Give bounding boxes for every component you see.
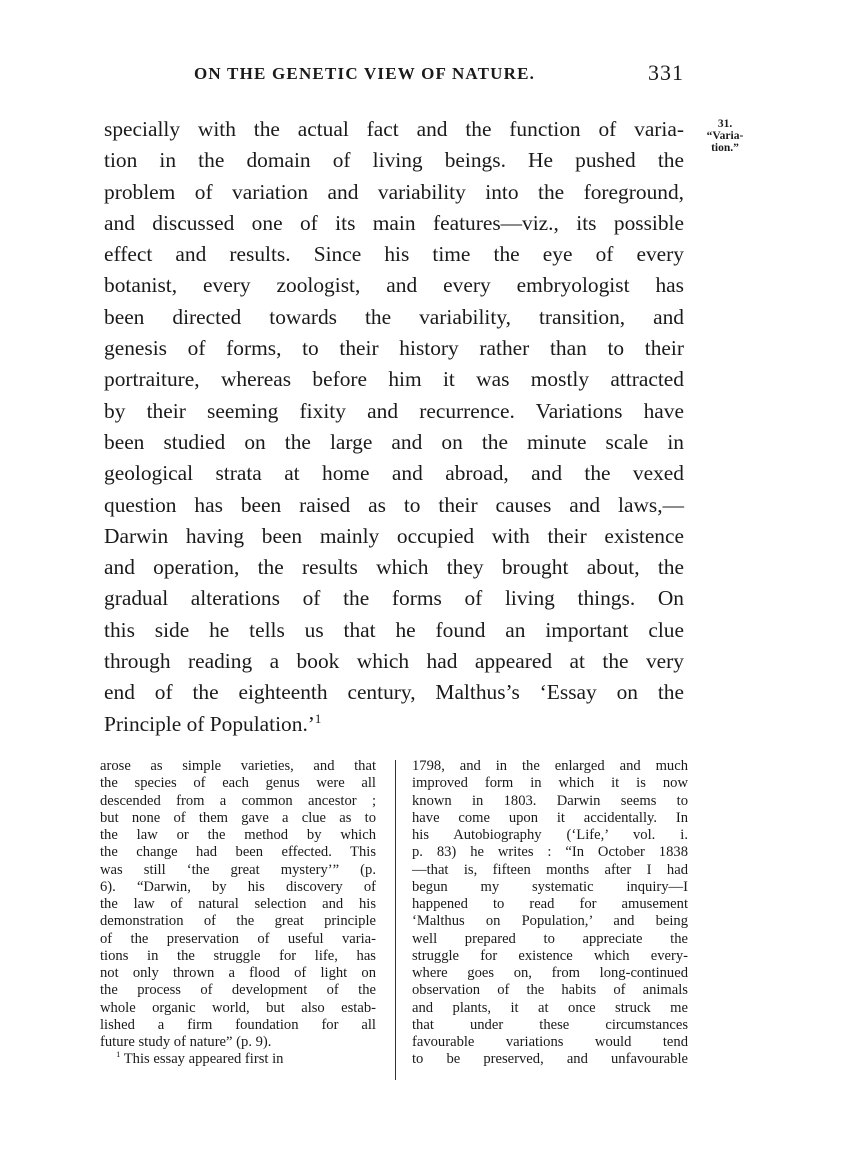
body-line: tion in the domain of living beings. He pushed the (104, 148, 684, 173)
body-line: gradual alterations of the forms of living things. On (104, 586, 684, 611)
footnote-line: future study of nature” (p. 9). (100, 1034, 272, 1050)
footnotes (100, 758, 688, 1078)
footnote-marker: 1 (116, 1049, 121, 1060)
body-line: portraiture, whereas before him it was mostly attracted (104, 367, 684, 392)
body-line: Darwin having been mainly occupied with their existence (104, 523, 684, 548)
body-line: end of the eighteenth century, Malthus’s ‘Essay on the (104, 680, 684, 705)
footnote-line: the law of natural selection and his (100, 896, 376, 912)
column-divider (395, 760, 396, 1080)
footnote-line: —that is, fifteen months after I had (412, 861, 688, 878)
footnote-line: favourable variations would tend (412, 1034, 688, 1050)
footnote-line: happened to read for amusement (412, 896, 688, 912)
footnote-line: demonstration of the great principle (100, 913, 376, 930)
footnote-line: not only thrown a flood of light on (100, 965, 376, 981)
footnote-line: p. 83) he writes : “In October 1838 (412, 844, 688, 861)
body-line: geological strata at home and abroad, and the vexed (104, 461, 684, 486)
margin-note-line-2: tion.” (711, 142, 739, 154)
footnote-line: descended from a common ancestor ; (100, 792, 376, 809)
footnote-line: 6). “Darwin, by his discovery of (100, 878, 376, 895)
footnote-line: of the preservation of useful varia- (100, 930, 376, 947)
body-line: botanist, every zoologist, and every embryologist has (104, 273, 684, 298)
running-title: ON THE GENETIC VIEW OF NATURE. (194, 64, 536, 83)
footnote-line: to be preserved, and unfavourable (412, 1051, 688, 1068)
body-line-text: Principle of Population.’ (104, 711, 315, 736)
footnote-line: the process of development of the (100, 982, 376, 999)
footnote-line: improved form in which it is now (412, 775, 688, 792)
footnote-line: well prepared to appreciate the (412, 930, 688, 947)
body-line: specially with the actual fact and the function of varia- (104, 117, 684, 141)
body-line: question has been raised as to their causes and laws,— (104, 492, 684, 517)
body-line: problem of variation and variability into the foreground, (104, 179, 684, 204)
body-line: been directed towards the variability, transition, and (104, 304, 684, 329)
footnote-line: 1798, and in the enlarged and much (412, 758, 688, 774)
margin-note-line-1: “Varia- (706, 130, 744, 142)
body-line: genesis of forms, to their history rather than to their (104, 336, 684, 361)
footnote-line: lished a firm foundation for all (100, 1016, 376, 1033)
body-line: this side he tells us that he found an important clue (104, 617, 684, 642)
footnote-column-right (412, 758, 688, 1069)
page-number: 331 (648, 60, 684, 85)
body-line: through reading a book which had appeared at the very (104, 649, 684, 674)
footnote-line: have come upon it accidentally. In (412, 809, 688, 826)
footnote-line: the species of each genus were all (100, 775, 376, 792)
body-text (104, 114, 684, 740)
footnote-line: was still ‘the great mystery’” (p. (100, 861, 376, 878)
body-line: and discussed one of its main features—viz., its possible (104, 210, 684, 235)
footnote-line: where goes on, from long-continued (412, 965, 688, 981)
footnote-column-left (100, 758, 376, 1069)
margin-note (690, 118, 760, 154)
body-line: and operation, the results which they brought about, the (104, 555, 684, 580)
footnote-line: begun my systematic inquiry—I (412, 878, 688, 895)
footnote-line: tions in the struggle for life, has (100, 947, 376, 964)
footnote-line: known in 1803. Darwin seems to (412, 792, 688, 809)
footnote-line: observation of the habits of animals (412, 982, 688, 999)
footnote-line: the change had been effected. This (100, 844, 376, 861)
footnote-line: whole organic world, but also estab- (100, 999, 376, 1016)
footnote-reference: 1 (314, 711, 322, 726)
footnote-start-text: This essay appeared first in (123, 1051, 284, 1068)
footnote-line: that under these circumstances (412, 1016, 688, 1033)
body-line: by their seeming fixity and recurrence. Variations have (104, 398, 684, 423)
footnote-line: arose as simple varieties, and that (100, 758, 376, 774)
footnote-line: and plants, it at once struck me (412, 999, 688, 1016)
body-line: effect and results. Since his time the eye of every (104, 242, 684, 267)
footnote-line: the law or the method by which (100, 827, 376, 843)
running-header (104, 60, 684, 90)
body-line: been studied on the large and on the minute scale in (104, 429, 684, 454)
footnote-line: but none of them gave a clue as to (100, 809, 376, 826)
footnote-line: his Autobiography (‘Life,’ vol. i. (412, 827, 688, 843)
body-line-last (104, 709, 684, 740)
footnote-line: ‘Malthus on Population,’ and being (412, 913, 688, 930)
footnote-start-line (100, 1051, 376, 1068)
footnote-line: struggle for existence which every- (412, 947, 688, 964)
margin-note-number: 31. (717, 118, 733, 130)
